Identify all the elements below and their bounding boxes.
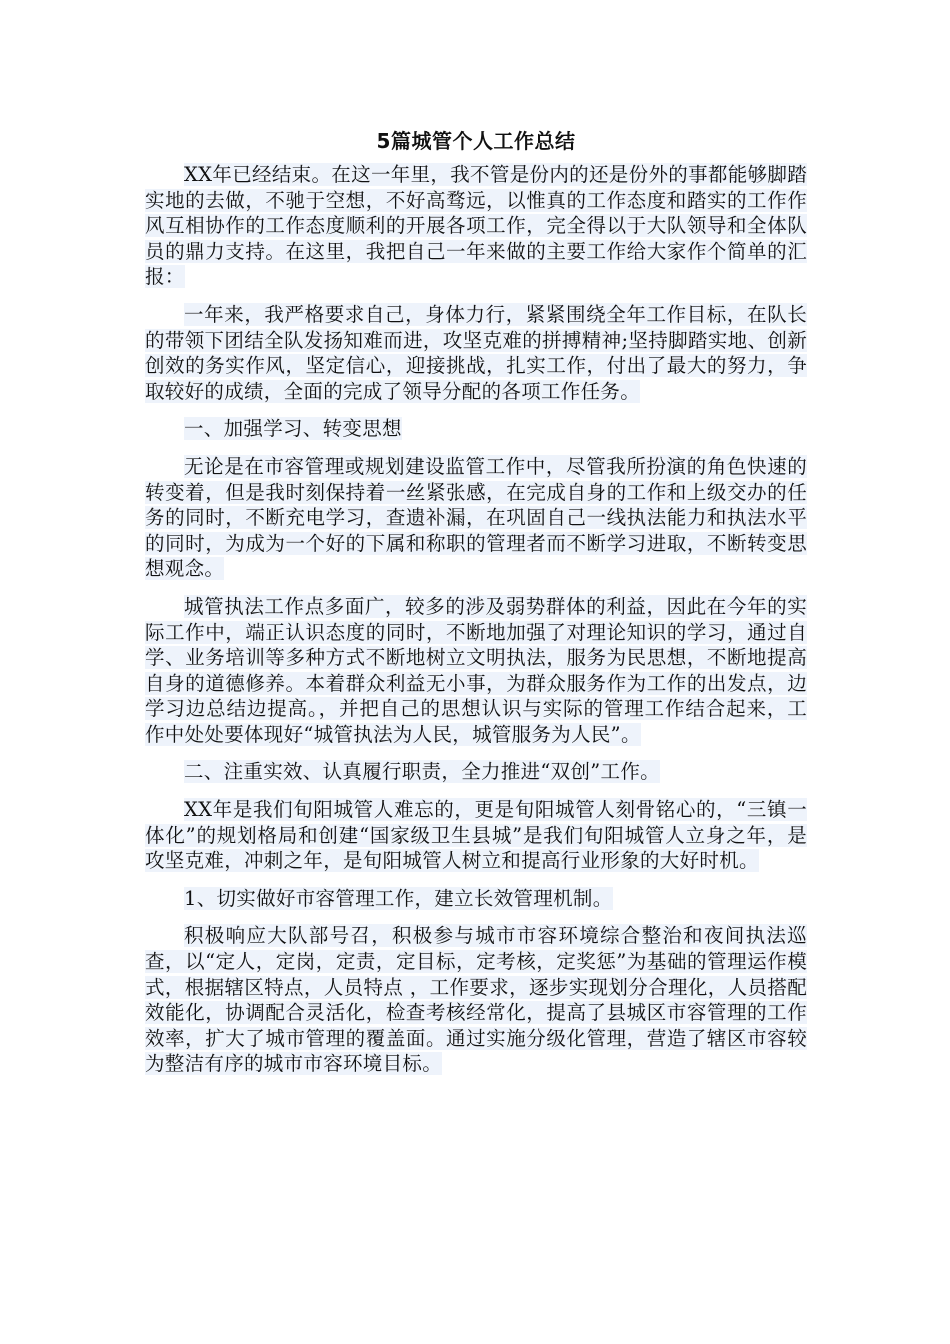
paragraph-text: 城管执法工作点多面广，较多的涉及弱势群体的利益，因此在今年的实际工作中，端正认识态度的同时，不断地加强了对理论知识的学习，通过自学、业务培训等多种方式不断地树立文明执法，服务为民思想，不断地提高自身的道德修养。本着群众利益无小事，为群众服务作为工作的出发点，边学习边总结边提高。，并把自己的思想认识与实际的管理工作结合起来，工作中处处要体现好“城管执法为人民，城管服务为人民”。 [145, 594, 807, 746]
paragraph-city-management [145, 923, 807, 1077]
section-heading-1 [145, 416, 807, 442]
document-body [145, 126, 807, 1089]
paragraph-text: XX年是我们旬阳城管人难忘的，更是旬阳城管人刻骨铭心的，“三镇一体化”的规划格局和创建“国家级卫生县城”是我们旬阳城管人立身之年，是攻坚克难，冲刺之年，是旬阳城管人树立和提高行业形象的大好时机。 [145, 798, 807, 873]
paragraph-text: XX年已经结束。在这一年里，我不管是份内的还是份外的事都能够脚踏实地的去做，不驰于空想，不好高骛远，以惟真的工作态度和踏实的工作作风互相协作的工作态度顺利的开展各项工作，完全得以于大队领导和全体队员的鼎力支持。在这里，我把自己一年来做的主要工作给大家作个简单的汇报： [145, 163, 807, 289]
paragraph-intro [145, 162, 807, 290]
subsection-heading-1 [145, 886, 807, 912]
paragraph-summary [145, 302, 807, 404]
paragraph-study [145, 454, 807, 582]
section-heading-2 [145, 759, 807, 785]
paragraph-enforcement [145, 594, 807, 748]
paragraph-text: 积极响应大队部号召，积极参与城市市容环境综合整治和夜间执法巡查，以“定人，定岗，定责，定目标，定考核，定奖惩”为基础的管理运作模式，根据辖区特点，人员特点 ，工作要求，逐步实现划分合理化，人员搭配效能化，协调配合灵活化，检查考核经常化，提高了县城区市容管理的工作效率，扩大了城市管理的覆盖面。通过实施分级化管理，营造了辖区市容较为整洁有序的城市市容环境目标。 [145, 924, 807, 1076]
document-title: 5篇城管个人工作总结 [376, 129, 576, 153]
paragraph-text: 一年来，我严格要求自己，身体力行，紧紧围绕全年工作目标，在队长的带领下团结全队发扬知难而进，攻坚克难的拼搏精神;坚持脚踏实地、创新创效的务实作风，坚定信心，迎接挑战，扎实工作，付出了最大的努力，争取较好的成绩，全面的完成了领导分配的各项工作任务。 [145, 302, 807, 403]
heading-text: 二、注重实效、认真履行职责，全力推进“双创”工作。 [184, 760, 660, 784]
heading-text: 1、切实做好市容管理工作，建立长效管理机制。 [184, 886, 613, 910]
heading-text: 一、加强学习、转变思想 [184, 417, 402, 441]
paragraph-year [145, 797, 807, 874]
paragraph-text: 无论是在市容管理或规划建设监管工作中，尽管我所扮演的角色快速的转变着，但是我时刻保持着一丝紧张感，在完成自身的工作和上级交办的任务的同时，不断充电学习，查遗补漏，在巩固自己一线执法能力和执法水平的同时，为成为一个好的下属和称职的管理者而不断学习进取，不断转变思想观念。 [145, 454, 807, 581]
